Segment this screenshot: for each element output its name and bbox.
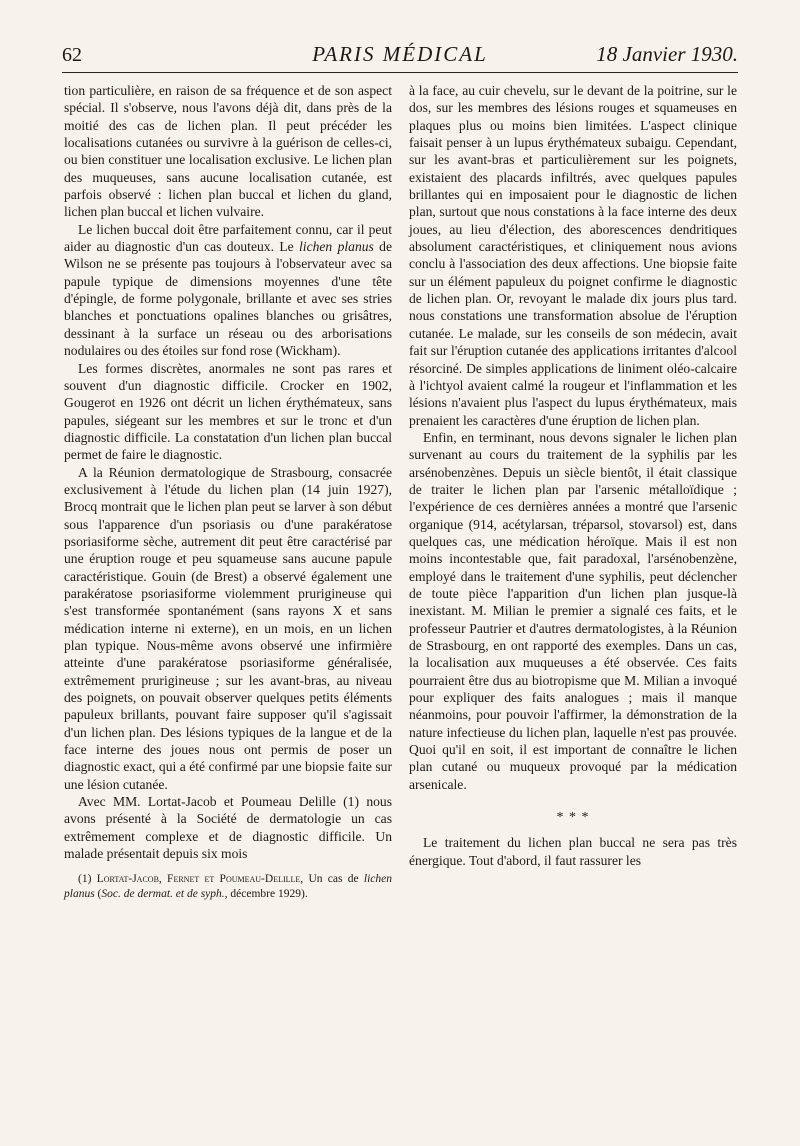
paragraph: Avec MM. Lortat-Jacob et Poumeau Delille (1) nous avons présenté à la Société de dermatologie un cas extrêmement complexe et de diagnostic difficile. Un malade présentait depuis six mois	[64, 794, 392, 862]
header-rule	[62, 72, 738, 73]
paragraph: Les formes discrètes, anormales ne sont pas rares et souvent d'un diagnostic difficile. Crocker en 1902, Gougerot en 1926 ont décrit un lichen érythémateux, sans papules, siégeant sur les membres et sur le tronc et d'un diagnostic difficile. La constatation d'un lichen plan buccal permet de faire le diagnostic.	[64, 360, 392, 463]
section-separator: * * *	[556, 810, 590, 826]
journal-title: PARIS MÉDICAL	[312, 42, 488, 66]
right-column	[409, 82, 737, 869]
paragraph: tion particulière, en raison de sa fréquence et de son aspect spécial. Il s'observe, nous l'avons déjà dit, dans près de la moitié des cas de lichen plan. Il peut précéder les localisations cutanées ou survivre à la guérison de celles-ci, ou bien constituer une localisation exclusive. Le lichen plan des muqueuses, sans aucune localisation cutanée, est parfois observé : lichen plan buccal et lichen du gland, lichen plan buccal et lichen vulvaire.	[64, 83, 392, 220]
paragraph: à la face, au cuir chevelu, sur le devant de la poitrine, sur le dos, sur les membres des lésions rouges et squameuses en plaques plus ou moins bien limitées. L'aspect clinique faisait penser à un lupus érythémateux subaigu. Cependant, sur les avant-bras et particulièrement sur les poignets, existaient des placards infiltrés, avec quelques papules brillantes qui en imposaient pour le diagnostic de lichen plan, surtout que nous constations à la face interne des deux joues, au lieu d'élection, des aborescences dendritiques absolument caractéristiques, et cliniquement nous avions conclu à l'association des deux affections. Une biopsie faite sur un élément papuleux du poignet confirme le diagnostic de lichen plan. Or, revoyant le malade dix jours plus tard. nous constations une transformation absolue de l'éruption cutanée. Le malade, sur les conseils de son médecin, avait fait sur l'éruption cutanée des applications irritantes d'alcool résorciné. De simples applications de liniment oléo-calcaire à l'ichtyol avaient calmé la rougeur et l'inflammation et les lésions n'avaient plus l'aspect du lupus érythémateux, mais prenaient les caractères d'une éruption de lichen plan.	[409, 83, 737, 428]
paragraph: Le traitement du lichen plan buccal ne sera pas très énergique. Tout d'abord, il faut rassurer les	[409, 835, 737, 868]
left-column	[64, 82, 392, 901]
running-header	[62, 34, 738, 74]
paragraph: Le lichen buccal doit être parfaitement connu, car il peut aider au diagnostic d'un cas douteux. Le lichen planus de Wilson ne se présente pas toujours à l'observateur avec sa papule typique de dimensions moyennes d'une tête d'épingle, de forme polygonale, brillante et avec ses stries blanches et ponctuations opalines blanches ou grisâtres, dessinant à la surface un réseau ou des arborisations nodulaires ou des étoiles sur fond rose (Wickham).	[64, 221, 393, 359]
paragraph: A la Réunion dermatologique de Strasbourg, consacrée exclusivement à l'étude du lichen plan (14 juin 1927), Brocq montrait que le lichen plan peut se larver à son début sous l'apparence d'un psoriasis ou d'une parakératose psoriasiforme sèche, autrement dit peut être caractérisé par une éruption rouge et peu squameuse sans aucune papule caractéristique. Gouin (de Brest) a observé également une parakératose psoriasiforme violemment prurigineuse qui s'est transformée spontanément (sans rayons X et sans médication interne ni externe), en un mois, en un lichen plan typique. Nous-même avons observé une infirmière atteinte d'une parakératose psoriasiforme généralisée, extrêmement prurigineuse ; sur les avant-bras, au niveau des poignets, on pouvait observer quelques petits éléments papuleux brillants, pouvant faire supposer qu'il s'agissait d'un lichen plan. Des lésions typiques de la langue et de la face interne des joues nous ont permis de poser un diagnostic exact, qui a été confirmé par une biopsie faite sur une lésion cutanée.	[64, 464, 392, 792]
issue-date: 18 Janvier 1930.	[596, 42, 738, 66]
footnote: (1) Lortat-Jacob, Fernet et Poumeau-Delille, Un cas de lichen planus (Soc. de dermat. et de syph., décembre 1929).	[64, 873, 392, 900]
page-number: 62	[62, 44, 82, 66]
paragraph: Enfin, en terminant, nous devons signaler le lichen plan survenant au cours du traitement de la syphilis par les arsénobenzènes. Depuis un siècle bientôt, il était classique de traiter le lichen plan par l'arsenic métalloïdique ; l'expérience de ces dernières années a montré que l'arsenic organique (914, acétylarsan, tréparsol, stovarsol) est, dans quelques cas, une médication héroïque. Mais il est non moins incontestable que, fait paradoxal, l'arsénobenzène, employé dans le traitement d'une syphilis, peut déclencher de toute pièce l'apparition d'un lichen plan jusque-là inexistant. M. Milian le premier a signalé ces faits, et le professeur Pautrier et d'autres dermatologistes, à la Réunion de Strasbourg, en ont rapporté des exemples. Dans un cas, la localisation aux muqueuses a été observée. Ces faits pourraient être dus au biotropisme que M. Milian a invoqué pour expliquer des faits analogues ; mais il manque néanmoins, pour pouvoir l'affirmer, la démonstration de la nature infectieuse du lichen plan, laquelle n'est pas prouvée. Quoi qu'il en soit, il est important de connaître le lichen plan cutané ou muqueux provoqué par la médication arsenicale.	[409, 429, 737, 792]
